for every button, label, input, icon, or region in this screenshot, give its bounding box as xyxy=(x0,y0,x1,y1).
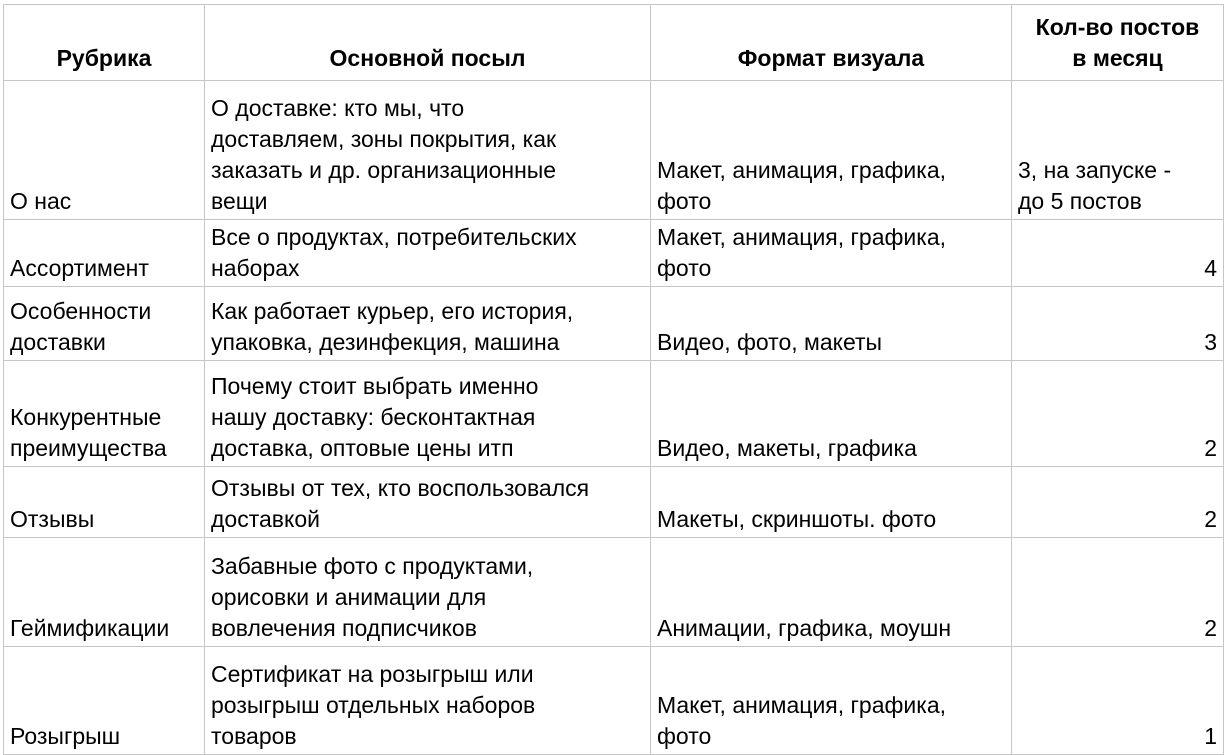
cell-message[interactable]: Сертификат на розыгрыш или розыгрыш отдельных наборов товаров xyxy=(205,647,651,755)
cell-rubric[interactable]: Геймификации xyxy=(4,538,205,647)
header-row xyxy=(4,5,1224,81)
table-row xyxy=(4,81,1224,220)
cell-rubric[interactable]: Ассортимент xyxy=(4,220,205,287)
cell-rubric[interactable]: О нас xyxy=(4,81,205,220)
table-row xyxy=(4,467,1224,538)
cell-rubric[interactable]: Розыгрыш xyxy=(4,647,205,755)
cell-message[interactable]: Забавные фото с продуктами, орисовки и анимации для вовлечения подписчиков xyxy=(205,538,651,647)
cell-visual-format[interactable]: Макеты, скриншоты. фото xyxy=(651,467,1012,538)
cell-posts-per-month[interactable]: 3 xyxy=(1012,287,1224,361)
header-cell-message[interactable]: Основной посыл xyxy=(205,5,651,81)
cell-posts-per-month[interactable]: 2 xyxy=(1012,361,1224,467)
header-cell-visual-format[interactable]: Формат визуала xyxy=(651,5,1012,81)
header-cell-posts-per-month[interactable]: Кол-во постов в месяц xyxy=(1012,5,1224,81)
cell-posts-per-month[interactable]: 4 xyxy=(1012,220,1224,287)
cell-posts-per-month[interactable]: 2 xyxy=(1012,467,1224,538)
cell-message[interactable]: О доставке: кто мы, что доставляем, зоны покрытия, как заказать и др. организационные вещи xyxy=(205,81,651,220)
cell-visual-format[interactable]: Видео, макеты, графика xyxy=(651,361,1012,467)
cell-message[interactable]: Все о продуктах, потребительских наборах xyxy=(205,220,651,287)
table-row xyxy=(4,220,1224,287)
cell-visual-format[interactable]: Анимации, графика, моушн xyxy=(651,538,1012,647)
table-row xyxy=(4,361,1224,467)
cell-posts-per-month[interactable]: 1 xyxy=(1012,647,1224,755)
table-row xyxy=(4,287,1224,361)
content-plan-table xyxy=(3,4,1224,755)
cell-message[interactable]: Почему стоит выбрать именно нашу доставку: бесконтактная доставка, оптовые цены итп xyxy=(205,361,651,467)
cell-message[interactable]: Как работает курьер, его история, упаковка, дезинфекция, машина xyxy=(205,287,651,361)
cell-rubric[interactable]: Конкурентные преимущества xyxy=(4,361,205,467)
cell-visual-format[interactable]: Макет, анимация, графика, фото xyxy=(651,220,1012,287)
cell-posts-per-month[interactable]: 2 xyxy=(1012,538,1224,647)
cell-visual-format[interactable]: Видео, фото, макеты xyxy=(651,287,1012,361)
cell-visual-format[interactable]: Макет, анимация, графика, фото xyxy=(651,81,1012,220)
header-cell-rubric[interactable]: Рубрика xyxy=(4,5,205,81)
cell-posts-per-month[interactable]: 3, на запуске - до 5 постов xyxy=(1012,81,1224,220)
cell-visual-format[interactable]: Макет, анимация, графика, фото xyxy=(651,647,1012,755)
cell-rubric[interactable]: Отзывы xyxy=(4,467,205,538)
cell-message[interactable]: Отзывы от тех, кто воспользовался доставкой xyxy=(205,467,651,538)
table-row xyxy=(4,538,1224,647)
table-row xyxy=(4,647,1224,755)
cell-rubric[interactable]: Особенности доставки xyxy=(4,287,205,361)
